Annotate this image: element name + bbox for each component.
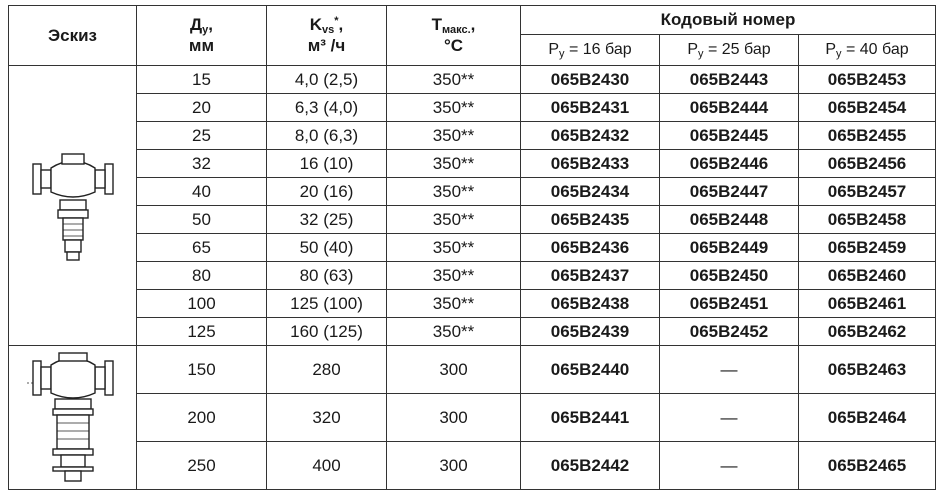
table-row	[9, 206, 936, 234]
cell-code-25: —	[660, 346, 799, 394]
cell-dn: 100	[137, 290, 267, 318]
header-code-title: Кодовый номер	[521, 6, 936, 35]
cell-tmax: 350**	[387, 318, 521, 346]
cell-tmax: 350**	[387, 178, 521, 206]
cell-code-40: 065B2461	[799, 290, 936, 318]
cell-code-25: 065B2452	[660, 318, 799, 346]
cell-code-40: 065B2457	[799, 178, 936, 206]
cell-kvs: 50 (40)	[267, 234, 387, 262]
cell-code-40: 065B2463	[799, 346, 936, 394]
cell-tmax: 350**	[387, 262, 521, 290]
cell-code-25: 065B2443	[660, 66, 799, 94]
cell-tmax: 300	[387, 442, 521, 490]
valve-code-table	[8, 5, 936, 490]
valve-large-icon	[23, 349, 123, 487]
table-row	[9, 150, 936, 178]
cell-kvs: 400	[267, 442, 387, 490]
cell-dn: 32	[137, 150, 267, 178]
cell-code-16: 065B2430	[521, 66, 660, 94]
cell-code-25: 065B2448	[660, 206, 799, 234]
cell-code-40: 065B2456	[799, 150, 936, 178]
table-row	[9, 442, 936, 490]
table-row	[9, 94, 936, 122]
cell-tmax: 300	[387, 394, 521, 442]
cell-kvs: 280	[267, 346, 387, 394]
header-pressure-25: $P_у = 25$ бар	[660, 35, 799, 66]
cell-tmax: 350**	[387, 206, 521, 234]
cell-code-40: 065B2460	[799, 262, 936, 290]
cell-code-16: 065B2432	[521, 122, 660, 150]
cell-code-40: 065B2459	[799, 234, 936, 262]
cell-code-16: 065B2440	[521, 346, 660, 394]
cell-code-25: 065B2445	[660, 122, 799, 150]
cell-dn: 200	[137, 394, 267, 442]
cell-dn: 80	[137, 262, 267, 290]
table-row	[9, 122, 936, 150]
cell-code-25: 065B2447	[660, 178, 799, 206]
cell-tmax: 350**	[387, 234, 521, 262]
valve-sketch-large	[9, 346, 137, 490]
table-row	[9, 178, 936, 206]
table-row	[9, 318, 936, 346]
cell-code-25: 065B2450	[660, 262, 799, 290]
cell-dn: 25	[137, 122, 267, 150]
cell-tmax: 350**	[387, 66, 521, 94]
cell-kvs: 6,3 (4,0)	[267, 94, 387, 122]
cell-dn: 50	[137, 206, 267, 234]
table-row	[9, 234, 936, 262]
cell-code-25: —	[660, 442, 799, 490]
cell-dn: 65	[137, 234, 267, 262]
cell-kvs: 32 (25)	[267, 206, 387, 234]
cell-code-40: 065B2462	[799, 318, 936, 346]
cell-code-16: 065B2433	[521, 150, 660, 178]
cell-tmax: 350**	[387, 122, 521, 150]
cell-code-16: 065B2441	[521, 394, 660, 442]
cell-kvs: 16 (10)	[267, 150, 387, 178]
cell-code-25: 065B2451	[660, 290, 799, 318]
cell-code-40: 065B2454	[799, 94, 936, 122]
valve-sketch-small	[9, 66, 137, 346]
cell-kvs: 160 (125)	[267, 318, 387, 346]
header-dn: $Д_у$, мм	[137, 6, 267, 66]
cell-code-16: 065B2442	[521, 442, 660, 490]
cell-code-40: 065B2455	[799, 122, 936, 150]
header-pressure-40: $P_у = 40$ бар	[799, 35, 936, 66]
cell-dn: 150	[137, 346, 267, 394]
cell-tmax: 300	[387, 346, 521, 394]
cell-dn: 40	[137, 178, 267, 206]
valve-small-icon	[30, 146, 116, 266]
cell-kvs: 320	[267, 394, 387, 442]
cell-dn: 15	[137, 66, 267, 94]
cell-code-25: 065B2449	[660, 234, 799, 262]
cell-dn: 20	[137, 94, 267, 122]
cell-code-16: 065B2434	[521, 178, 660, 206]
cell-kvs: 4,0 (2,5)	[267, 66, 387, 94]
cell-kvs: 8,0 (6,3)	[267, 122, 387, 150]
cell-kvs: 80 (63)	[267, 262, 387, 290]
cell-tmax: 350**	[387, 150, 521, 178]
cell-code-25: 065B2444	[660, 94, 799, 122]
cell-kvs: 20 (16)	[267, 178, 387, 206]
header-kvs: $K_{vs}^*$, м³ /ч	[267, 6, 387, 66]
table-row	[9, 262, 936, 290]
table-row	[9, 394, 936, 442]
table-row	[9, 346, 936, 394]
table-row	[9, 290, 936, 318]
cell-code-25: —	[660, 394, 799, 442]
cell-code-40: 065B2453	[799, 66, 936, 94]
header-sketch: Эскиз	[9, 6, 137, 66]
cell-dn: 125	[137, 318, 267, 346]
cell-code-16: 065B2436	[521, 234, 660, 262]
cell-kvs: 125 (100)	[267, 290, 387, 318]
cell-tmax: 350**	[387, 94, 521, 122]
cell-code-16: 065B2439	[521, 318, 660, 346]
cell-tmax: 350**	[387, 290, 521, 318]
cell-code-16: 065B2431	[521, 94, 660, 122]
cell-code-40: 065B2465	[799, 442, 936, 490]
cell-code-16: 065B2438	[521, 290, 660, 318]
cell-dn: 250	[137, 442, 267, 490]
table-row	[9, 66, 936, 94]
cell-code-40: 065B2464	[799, 394, 936, 442]
cell-code-25: 065B2446	[660, 150, 799, 178]
header-tmax: $T_{макс.}$, °C	[387, 6, 521, 66]
cell-code-40: 065B2458	[799, 206, 936, 234]
cell-code-16: 065B2437	[521, 262, 660, 290]
header-pressure-16: $P_у = 16$ бар	[521, 35, 660, 66]
cell-code-16: 065B2435	[521, 206, 660, 234]
